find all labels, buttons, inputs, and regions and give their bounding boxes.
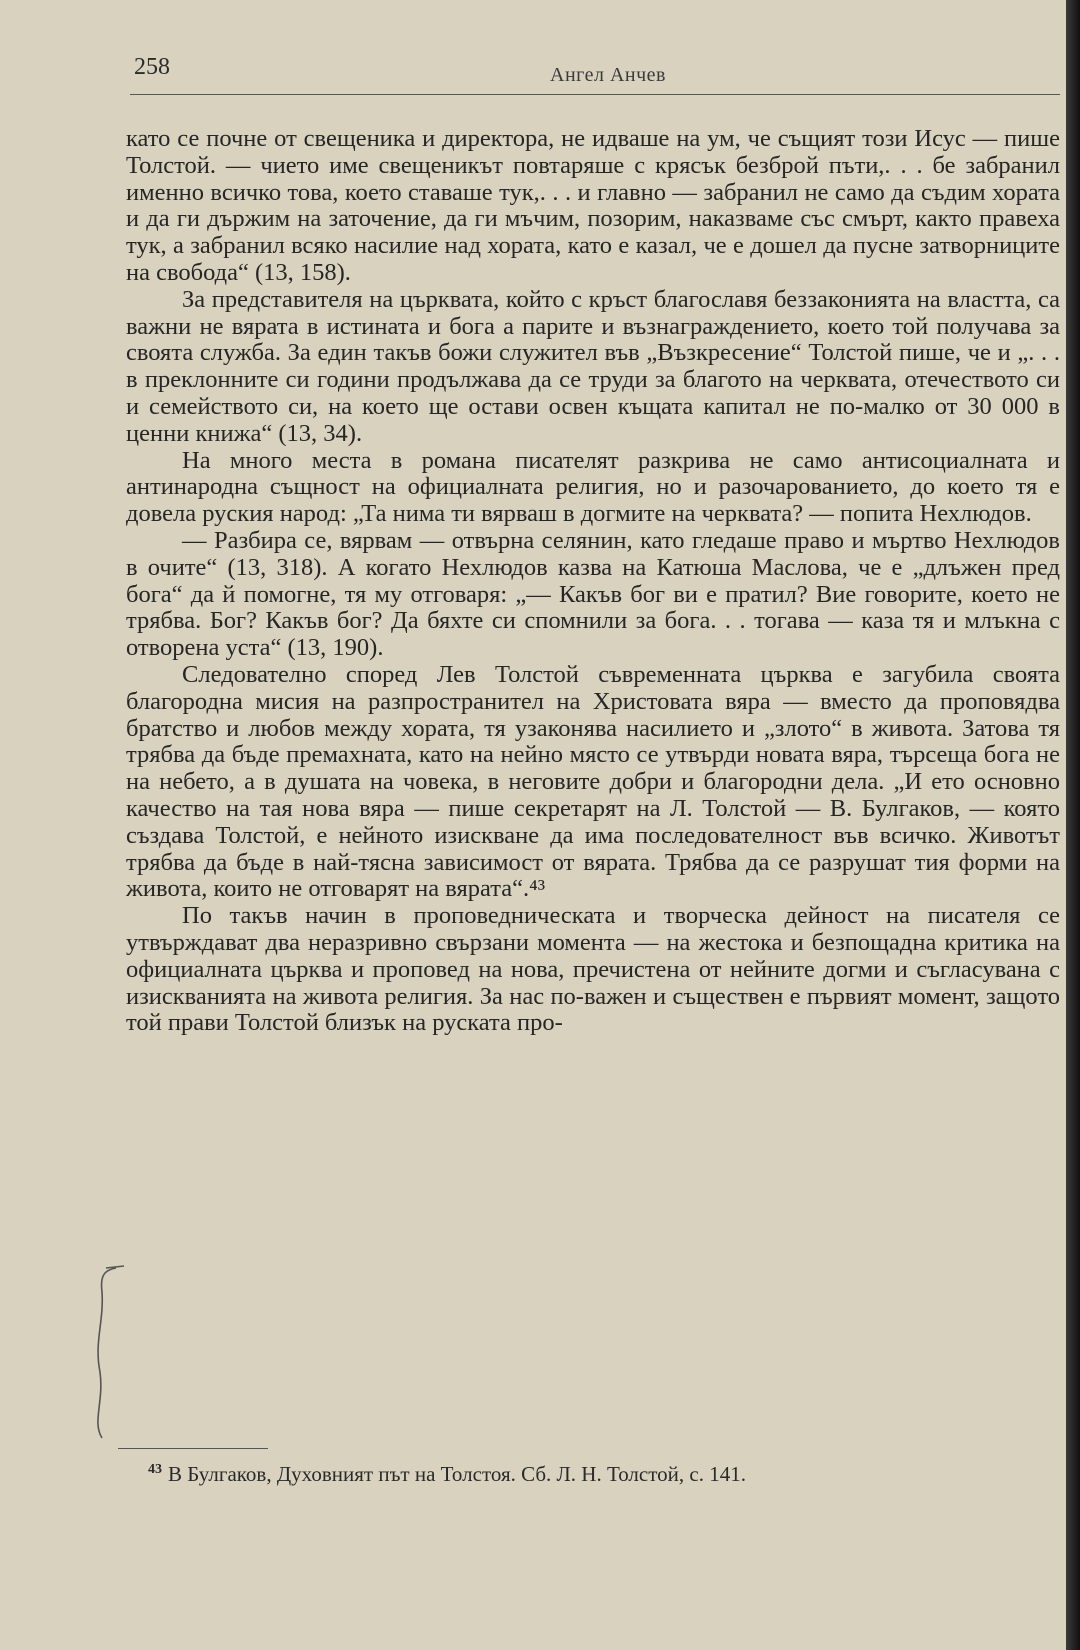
paragraph: По такъв начин в проповедническата и творческа дейност на писателя се утвърждават два неразривно свързани момента — на жестока и безпощадна критика на официалната църква и проповед на нова, пречистена от нейните догми и съгласувана с изискванията на живота религия. За нас по-важен и съществен е първият момент, защото той прави Толстой близък на руската про- <box>126 902 1060 1037</box>
paragraph: — Разбира се, вярвам — отвърна селянин, като гледаше право и мъртво Нехлюдов в очите“ (13, 318). А когато Нехлюдов казва на Катюша Маслова, че е „длъжен пред бога“ да й помогне, тя му отговаря: „— Какъв бог ви е пратил? Вие говорите, което не трябва. Бог? Какъв бог? Да бяхте си спомнили за бога. . . тогава — каза тя и млъкна с отворена уста“ (13, 190). <box>126 526 1060 662</box>
paragraph: като се почне от свещеника и директора, не идваше на ум, че същият този Исус — пише Толстой. — чието име свещеникът повтаряше с крясък безброй пъти,. . . бе забранил именно всичко това, което ставаше тук,. . . и главно — забранил не само да съдим хората и да ги държим на заточение, да ги мъчим, позорим, наказваме със смърт, както правеха тук, а забранил всяко насилие над хората, като е казал, че е дошел да пусне затворниците на свобода“ (13, 158). <box>126 125 1060 286</box>
body-text <box>126 126 1060 1037</box>
footnote-rule <box>118 1448 268 1449</box>
header-rule <box>130 94 1060 95</box>
page-header <box>130 52 1060 98</box>
footnote-number: 43 <box>148 1462 162 1477</box>
page-number: 258 <box>134 54 170 80</box>
paragraph: На много места в романа писателят разкрива не само антисоциалната и антинародна същност на официалната религия, но и разочарованието, до което тя е довела руския народ: „Та нима ти вярваш в догмите на черквата? — попита Нехлюдов. <box>126 446 1060 528</box>
paragraph: За представителя на църквата, който с кръст благославя беззаконията на властта, са важни не вярата в истината и бога а парите и възнаграждението, което той получава за своята служба. За един такъв божи служител във „Възкресение“ Толстой пише, че и „. . . в преклонните си години продължава да се труди за благото на черквата, отечеството си и семейството си, на което ще остави освен къщата капитал не по-малко от 30 000 в ценни книжа“ (13, 34). <box>126 285 1060 447</box>
page-edge-shadow <box>1066 0 1080 1650</box>
footnote-text: В Булгаков, Духовният път на Толстоя. Сб. Л. Н. Толстой, с. 141. <box>168 1462 746 1486</box>
footnote <box>148 1462 1060 1487</box>
pencil-bracket-mark <box>86 1262 126 1442</box>
running-head: Ангел Анчев <box>550 64 666 86</box>
paragraph: Следователно според Лев Толстой съвременната църква е загубила своята благородна мисия на разпространител на Христовата вяра — вместо да проповядва братство и любов между хората, тя узаконява насилието и „злото“ в живота. Затова тя трябва да бъде премахната, като на нейно място се утвърди новата вяра, търсеща бога не на небето, а в душата на човека, в неговите добри и благородни дела. „И ето основно качество на тая нова вяра — пише секретарят на Л. Толстой — В. Булгаков, — която създава Толстой, е нейното изискване да има последователност във всичко. Животът трябва да бъде в най-тясна зависимост от вярата. Трябва да се разрушат тия форми на живота, които не отговарят на вярата“.⁴³ <box>126 660 1060 903</box>
